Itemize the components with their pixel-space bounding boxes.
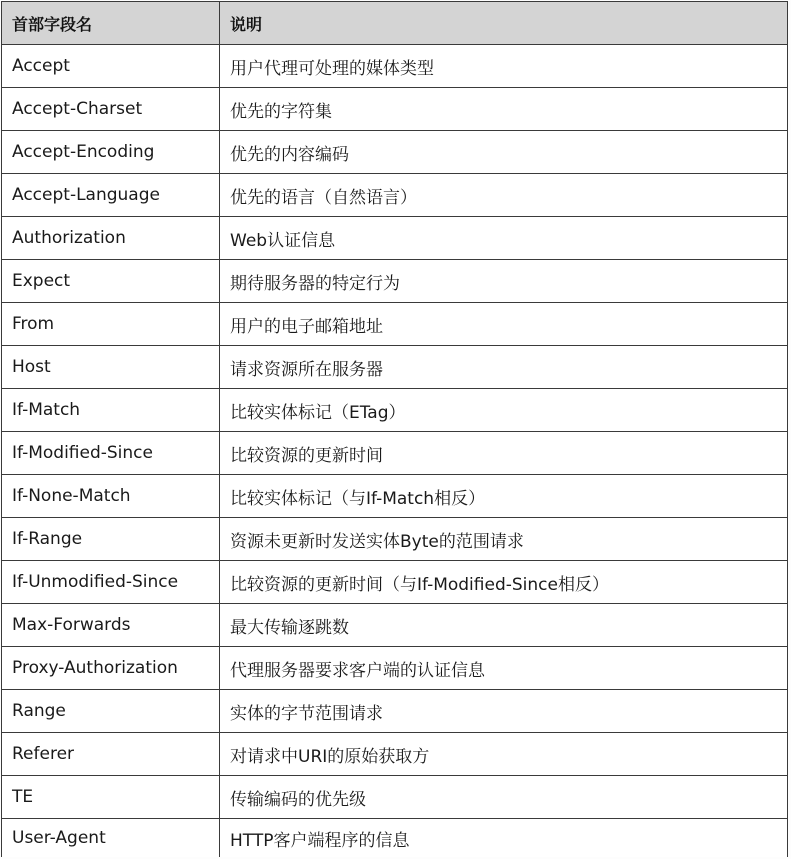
header-field-name-cell: Proxy-Authorization [2, 647, 220, 690]
header-field-name-cell: Host [2, 346, 220, 389]
table-header [2, 2, 788, 45]
header-field-name-cell: Range [2, 690, 220, 733]
header-field-name-cell: Referer [2, 733, 220, 776]
header-field-description-cell: 传输编码的优先级 [220, 776, 788, 819]
header-field-name-cell: Authorization [2, 217, 220, 260]
header-field-name-cell: If-Modified-Since [2, 432, 220, 475]
header-field-description-cell: 比较实体标记（ETag） [220, 389, 788, 432]
table-row [2, 475, 788, 518]
table-row [2, 518, 788, 561]
header-field-name-cell: If-None-Match [2, 475, 220, 518]
header-field-description-cell: 实体的字节范围请求 [220, 690, 788, 733]
header-field-description-cell: 资源未更新时发送实体Byte的范围请求 [220, 518, 788, 561]
table-row [2, 561, 788, 604]
table-row [2, 174, 788, 217]
table-row [2, 217, 788, 260]
header-field-description-cell: 比较资源的更新时间（与If-Modified-Since相反） [220, 561, 788, 604]
table-row [2, 647, 788, 690]
header-field-description-cell: 用户代理可处理的媒体类型 [220, 45, 788, 88]
table-body [2, 45, 788, 858]
header-field-name-cell: Expect [2, 260, 220, 303]
header-field-name-cell: Accept [2, 45, 220, 88]
header-field-description-cell: 请求资源所在服务器 [220, 346, 788, 389]
table-row [2, 776, 788, 819]
header-field-description-cell: 代理服务器要求客户端的认证信息 [220, 647, 788, 690]
table-row [2, 690, 788, 733]
request-header-fields-table [1, 1, 788, 857]
header-field-description-cell: 比较资源的更新时间 [220, 432, 788, 475]
column-header-field-name: 首部字段名 [2, 2, 220, 45]
header-field-name-cell: From [2, 303, 220, 346]
header-field-description-cell: 期待服务器的特定行为 [220, 260, 788, 303]
table-row [2, 88, 788, 131]
table-row [2, 432, 788, 475]
header-field-name-cell: Accept-Charset [2, 88, 220, 131]
column-header-description: 说明 [220, 2, 788, 45]
header-field-name-cell: If-Range [2, 518, 220, 561]
header-field-description-cell: 优先的内容编码 [220, 131, 788, 174]
table-header-row [2, 2, 788, 45]
table-row [2, 733, 788, 776]
table-row [2, 45, 788, 88]
header-field-description-cell: 比较实体标记（与If-Match相反） [220, 475, 788, 518]
header-field-description-cell: 优先的语言（自然语言） [220, 174, 788, 217]
header-field-name-cell: Accept-Language [2, 174, 220, 217]
table-row [2, 389, 788, 432]
table-row [2, 303, 788, 346]
header-field-name-cell: Accept-Encoding [2, 131, 220, 174]
table-row [2, 604, 788, 647]
table-row [2, 131, 788, 174]
table-row [2, 260, 788, 303]
table-row [2, 819, 788, 858]
header-field-name-cell: TE [2, 776, 220, 819]
header-field-description-cell: 用户的电子邮箱地址 [220, 303, 788, 346]
header-field-description-cell: Web认证信息 [220, 217, 788, 260]
table-row [2, 346, 788, 389]
header-field-name-cell: Max-Forwards [2, 604, 220, 647]
header-field-name-cell: If-Match [2, 389, 220, 432]
header-field-description-cell: HTTP客户端程序的信息 [220, 819, 788, 858]
header-field-description-cell: 最大传输逐跳数 [220, 604, 788, 647]
header-field-description-cell: 优先的字符集 [220, 88, 788, 131]
header-field-name-cell: User-Agent [2, 819, 220, 858]
header-field-name-cell: If-Unmodified-Since [2, 561, 220, 604]
header-field-description-cell: 对请求中URI的原始获取方 [220, 733, 788, 776]
